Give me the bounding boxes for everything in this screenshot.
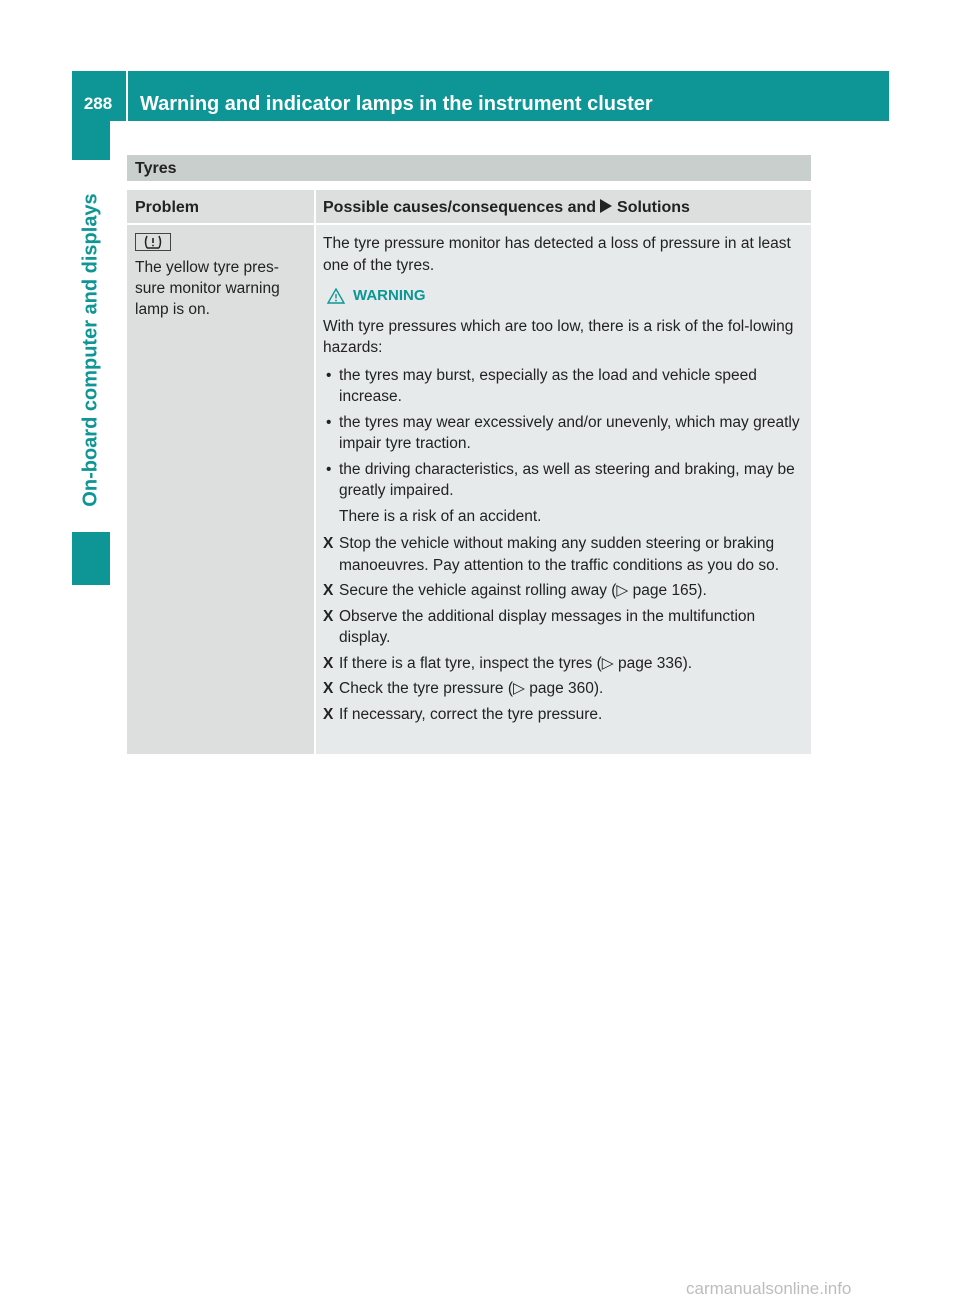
step-arrow-icon: X <box>323 607 334 625</box>
intro-text: The tyre pressure monitor has detected a loss of pressure in at least one of the tyres. <box>323 235 791 274</box>
warning-triangle-icon <box>327 288 345 304</box>
step-text: Secure the vehicle against rolling away (▷ page 165). <box>339 582 707 599</box>
warning-heading <box>327 285 805 307</box>
step-text: Observe the additional display messages in the multifunction display. <box>339 607 756 646</box>
action-step <box>323 678 805 700</box>
page-header <box>72 71 889 121</box>
hazard-bullet: • the tyres may wear excessively and/or unevenly, which may greatly impair tyre traction. <box>326 413 800 452</box>
warning-label: WARNING <box>353 287 426 304</box>
column-header-solutions <box>316 190 811 223</box>
problem-cell <box>127 225 314 754</box>
action-arrow-icon <box>600 199 612 213</box>
watermark: carmanualsonline.info <box>686 1279 852 1298</box>
header-divider <box>126 71 128 121</box>
accident-note: There is a risk of an accident. <box>339 507 542 525</box>
warning-text: With tyre pressures which are too low, there is a risk of the fol-lowing hazards: <box>323 317 794 356</box>
column-header-problem: Problem <box>127 190 314 223</box>
table-title: Tyres <box>127 155 811 181</box>
step-text: Stop the vehicle without making any sudden steering or braking manoeuvres. Pay attention to the traffic conditions as you do so. <box>339 535 780 574</box>
column-header-solutions-prefix: Possible causes/consequences and <box>323 199 597 216</box>
step-arrow-icon: X <box>323 654 334 672</box>
step-text: Check the tyre pressure (▷ page 360). <box>339 680 604 697</box>
action-step <box>323 704 805 726</box>
solution-cell <box>316 225 811 754</box>
action-step <box>323 653 805 675</box>
step-arrow-icon: X <box>323 582 334 599</box>
column-header-solutions-suffix: Solutions <box>617 199 690 216</box>
chapter-title: Warning and indicator lamps in the instrument cluster <box>140 93 653 115</box>
hazard-bullet: • the tyres may burst, especially as the load and vehicle speed increase. <box>326 366 757 405</box>
problem-text: The yellow tyre pres-sure monitor warning lamp is on. <box>135 259 280 318</box>
step-arrow-icon: X <box>323 680 334 697</box>
action-step <box>323 533 805 576</box>
step-arrow-icon: X <box>323 705 334 723</box>
hazard-text: the driving characteristics, as well as steering and braking, may be greatly impaired. <box>339 460 795 499</box>
hazard-text: the tyres may wear excessively and/or unevenly, which may greatly impair tyre traction. <box>339 413 800 452</box>
step-text: If necessary, correct the tyre pressure. <box>339 705 603 723</box>
hazard-bullet: • the driving characteristics, as well as steering and braking, may be greatly impaired. <box>326 460 795 499</box>
side-tab-label: On-board computer and displays <box>80 187 103 512</box>
hazard-text: the tyres may burst, especially as the load and vehicle speed increase. <box>339 366 757 405</box>
action-step <box>323 606 805 649</box>
tyre-pressure-warning-icon <box>135 233 171 251</box>
step-arrow-icon: X <box>323 535 334 552</box>
action-step <box>323 580 805 602</box>
page-number: 288 <box>83 94 113 113</box>
step-text: If there is a flat tyre, inspect the tyres (▷ page 336). <box>339 654 693 672</box>
